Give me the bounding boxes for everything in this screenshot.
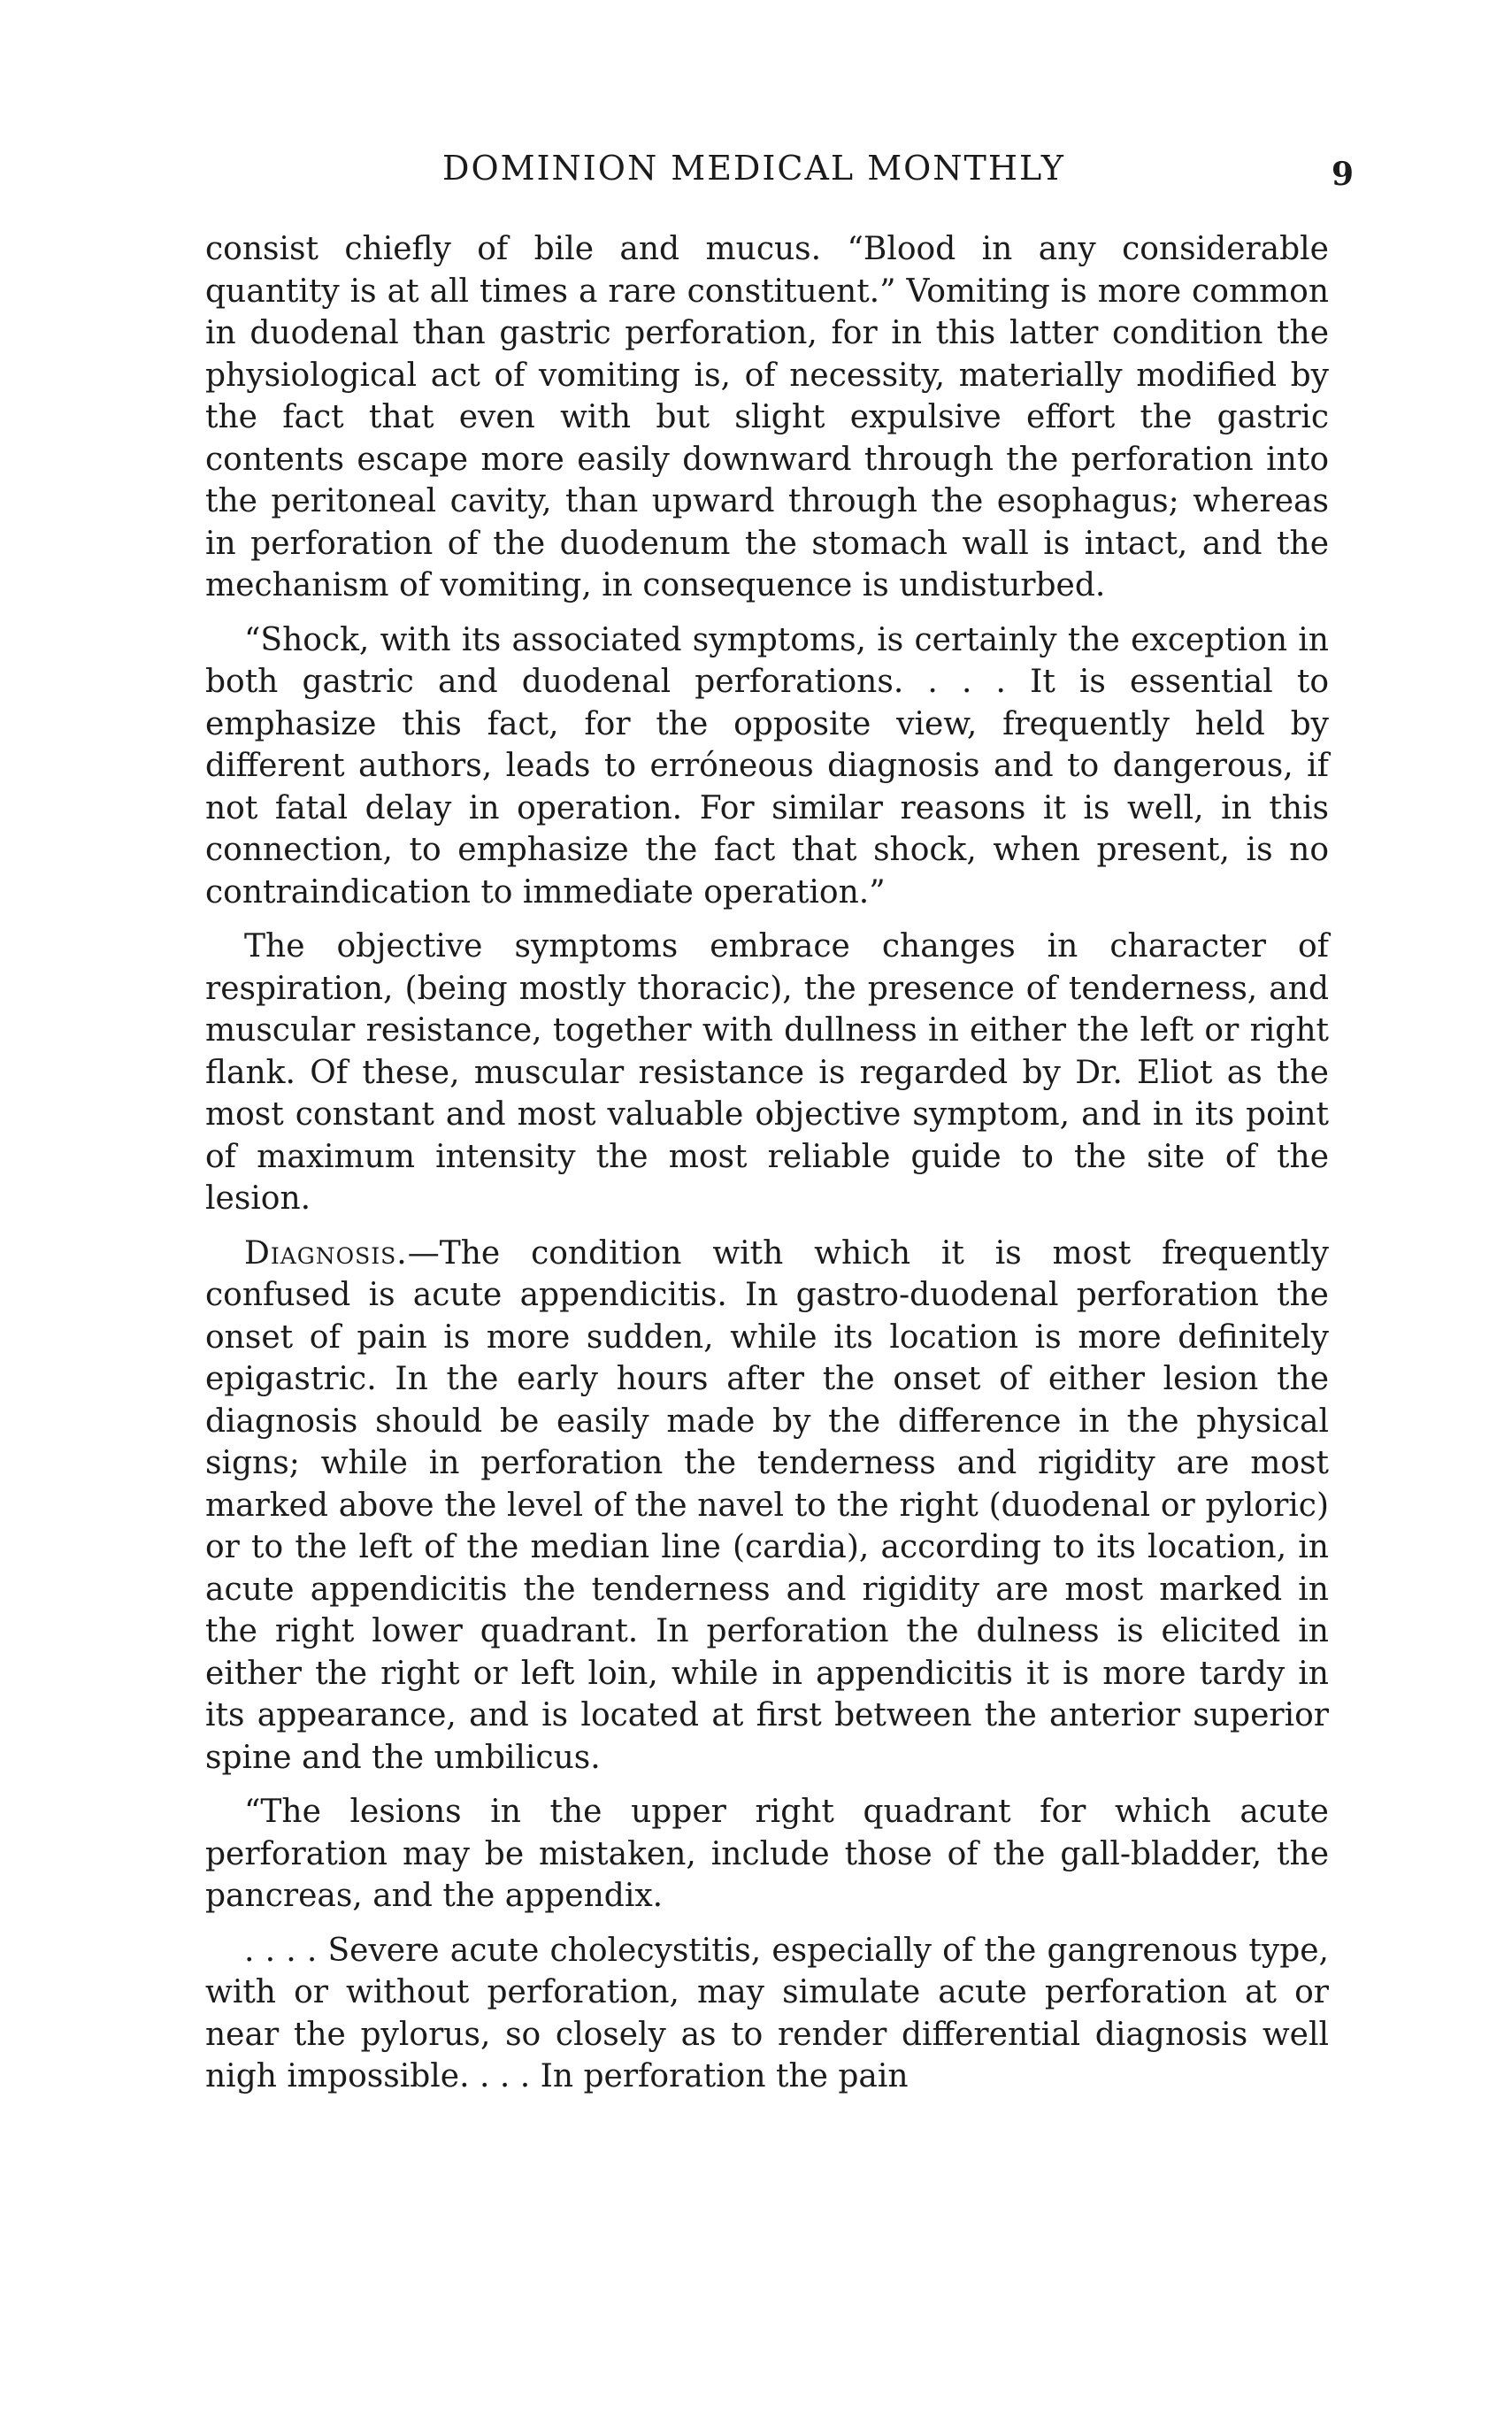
running-head: DOMINION MEDICAL MONTHLY bbox=[442, 149, 1065, 188]
paragraph-objective-symptoms: The objective symptoms embrace changes in character of respiration, (being mostly thoracic), the presence of tenderness, and muscular resistance, together with dullness in either the left or right flank. Of these, muscular resistance is regarded by Dr. Eliot as the most constant and most valuable objective symptom, and in its point of maximum intensity the most reliable guide to the site of the lesion. bbox=[205, 928, 1329, 1217]
diagnosis-text: —The condition with which it is most frequently confused is acute appendicitis. In gastro-duodenal perforation the onset of pain is more sudden, while its location is more definitely epigastric. In the early hours after the onset of either lesion the diagnosis should be easily made by the difference in the physical signs; while in perforation the tenderness and rigidity are most marked above the level of the navel to the right (duodenal or pyloric) or to the left of the median line (cardia), according to its location, in acute appendicitis the tenderness and rigidity are most marked in the right lower quadrant. In perforation the dulness is elicited in either the right or left loin, while in appendicitis it is more tardy in its appearance, and is located at first between the anterior superior spine and the umbilicus. bbox=[205, 1234, 1329, 1776]
page-number: 9 bbox=[1331, 156, 1354, 193]
diagnosis-heading: Diagnosis. bbox=[244, 1234, 408, 1272]
body-text bbox=[205, 228, 1329, 2110]
page-header bbox=[203, 149, 1354, 198]
paragraph-shock: “Shock, with its associated symptoms, is certainly the exception in both gastric and duodenal perforations. . . . It is essential to emphasize this fact, for the opposite view, frequently held by different authors, leads to erróneous diagnosis and to dangerous, if not fatal delay in operation. For similar reasons it is well, in this connection, to emphasize the fact that shock, when present, is no contraindication to immediate operation.” bbox=[205, 621, 1329, 911]
paragraph-vomiting: consist chiefly of bile and mucus. “Blood in any considerable quantity is at all times a rare constituent.” Vomiting is more common in duodenal than gastric perforation, for in this latter condition the physiological act of vomiting is, of necessity, materially modified by the fact that even with but slight expulsive effort the gastric contents escape more easily downward through the perforation into the peritoneal cavity, than upward through the esophagus; whereas in perforation of the duodenum the stomach wall is intact, and the mechanism of vomiting, in consequence is undisturbed. bbox=[205, 231, 1329, 603]
paragraph-diagnosis bbox=[205, 1233, 1329, 1779]
paragraph-upper-right-lesions: “The lesions in the upper right quadrant for which acute perforation may be mistaken, include those of the gall-bladder, the pancreas, and the appendix. bbox=[205, 1794, 1329, 1914]
paragraph-cholecystitis: . . . . Severe acute cholecystitis, especially of the gangrenous type, with or without perforation, may simulate acute perforation at or near the pylorus, so closely as to render differential diagnosis well nigh impossible. . . . In perforation the pain bbox=[205, 1932, 1329, 2094]
